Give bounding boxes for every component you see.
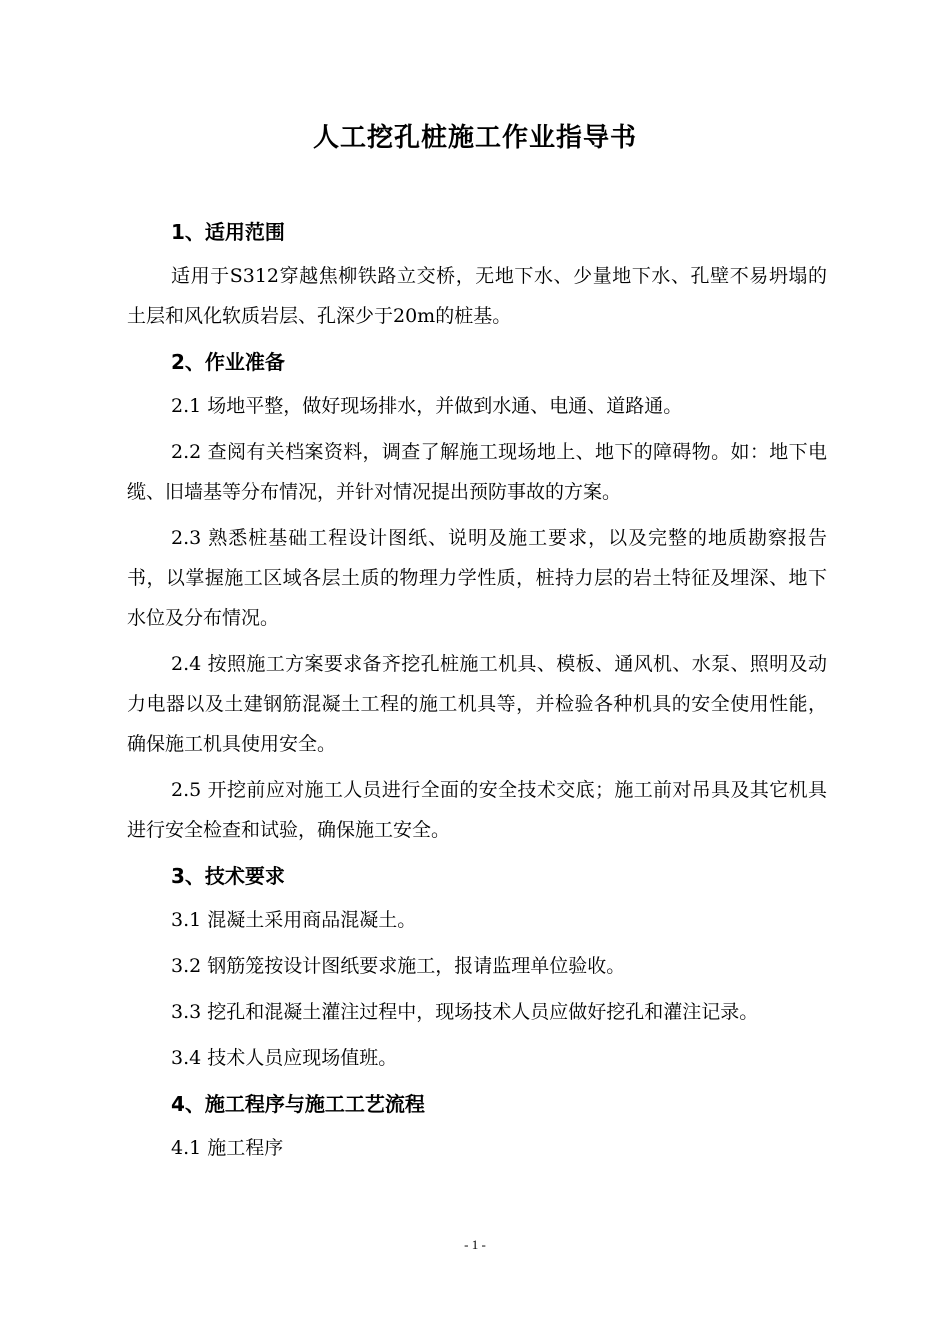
document-body [127, 208, 827, 1174]
section-heading: 3、技术要求 [171, 864, 285, 888]
page-number: - 1 - [464, 1237, 486, 1252]
paragraph: 2.3 熟悉桩基础工程设计图纸、说明及施工要求，以及完整的地质勘察报告书，以掌握施工区域各层土质的物理力学性质，桩持力层的岩土特征及埋深、地下水位及分布情况。 [127, 527, 827, 629]
paragraph: 3.3 挖孔和混凝土灌注过程中，现场技术人员应做好挖孔和灌注记录。 [171, 1001, 759, 1023]
section-heading: 2、作业准备 [171, 350, 285, 374]
paragraph: 2.1 场地平整，做好现场排水，并做到水通、电通、道路通。 [171, 395, 683, 417]
section-heading: 1、适用范围 [171, 220, 285, 244]
paragraph: 3.2 钢筋笼按设计图纸要求施工，报请监理单位验收。 [171, 955, 626, 977]
document-title: 人工挖孔桩施工作业指导书 [312, 123, 637, 153]
paragraph: 3.4 技术人员应现场值班。 [171, 1047, 398, 1069]
section-technical-requirements [127, 856, 827, 1078]
section-scope [127, 212, 827, 336]
paragraph: 2.5 开挖前应对施工人员进行全面的安全技术交底；施工前对吊具及其它机具进行安全检查和试验，确保施工安全。 [127, 779, 827, 841]
paragraph: 适用于S312穿越焦柳铁路立交桥，无地下水、少量地下水、孔壁不易坍塌的土层和风化软质岩层、孔深少于20m的桩基。 [127, 265, 827, 327]
paragraph: 3.1 混凝土采用商品混凝土。 [171, 909, 417, 931]
section-preparation [127, 342, 827, 850]
section-heading: 4、施工程序与施工工艺流程 [171, 1092, 425, 1116]
paragraph: 2.4 按照施工方案要求备齐挖孔桩施工机具、模板、通风机、水泵、照明及动力电器以及土建钢筋混凝土工程的施工机具等，并检验各种机具的安全使用性能，确保施工机具使用安全。 [127, 653, 827, 755]
section-construction-procedure [127, 1084, 827, 1168]
paragraph: 4.1 施工程序 [171, 1137, 284, 1159]
paragraph: 2.2 查阅有关档案资料，调查了解施工现场地上、地下的障碍物。如：地下电缆、旧墙基等分布情况，并针对情况提出预防事故的方案。 [127, 441, 827, 503]
